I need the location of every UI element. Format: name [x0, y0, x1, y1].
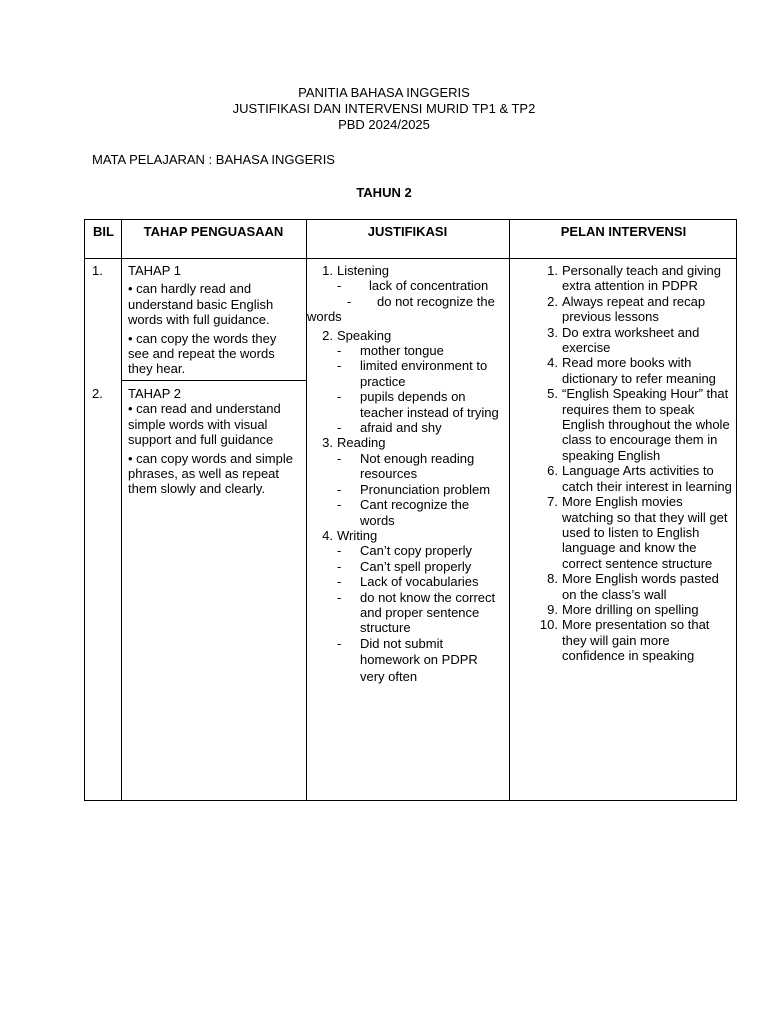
intervensi-item: 6. Language Arts activities to catch their interest in learning	[547, 463, 732, 494]
sub-item: - Lack of vocabularies	[337, 574, 479, 590]
tahap-row-divider	[121, 380, 306, 381]
subject-line: MATA PELAJARAN : BAHASA INGGERIS	[92, 152, 335, 167]
year-title: TAHUN 2	[356, 185, 412, 200]
header-line-3: PBD 2024/2025	[338, 117, 430, 132]
tahap-point: • can hardly read and understand basic English words with full guidance.	[128, 281, 274, 328]
sub-item: - Can’t copy properly	[337, 543, 472, 559]
sub-item: - Not enough reading resources	[337, 450, 475, 482]
justifikasi-list	[307, 263, 505, 685]
intervensi-item: 9. More drilling on spelling	[547, 601, 699, 617]
justifikasi-item-listening: 1. Listening - lack of concentration	[315, 263, 505, 294]
sub-item: - Cant recognize the words	[337, 497, 470, 528]
sub-item: - afraid and shy	[337, 420, 442, 436]
tahap-point: • can read and understand simple words with visual support and full guidance	[128, 401, 281, 448]
row-2-tahap	[128, 386, 300, 497]
intervensi-item: 3. Do extra worksheet and exercise	[547, 324, 700, 356]
intervensi-item: 10. More presentation so that they will gain more confidence in speaking	[539, 617, 710, 664]
tahap-point: • can copy words and simple phrases, as well as repeat them slowly and clearly.	[128, 450, 293, 497]
sub-item: - limited environment to practice	[337, 358, 488, 389]
tahap-title: TAHAP 2	[128, 386, 181, 401]
intervensi-list	[518, 263, 732, 664]
sub-item: - Pronunciation problem	[337, 481, 491, 497]
sub-item: - Did not submit homework on PDPR very often	[337, 635, 478, 684]
intervensi-item: 7. More English movies watching so that they will get used to listen to English language and know the correct sentence structure	[547, 494, 728, 571]
justifikasi-item-reading: 3. Reading - Not enough reading resources - Pronunciation problem - Cant recognize the words	[315, 435, 505, 527]
row-1-tahap	[128, 263, 300, 377]
row-1-bil: 1.	[92, 263, 103, 278]
header-tahap-penguasaan: TAHAP PENGUASAAN	[143, 224, 284, 239]
intervensi-item: 5. “English Speaking Hour” that requires them to speak English throughout the whole class to encourage them in speaking English	[547, 386, 730, 463]
header-justifikasi: JUSTIFIKASI	[367, 224, 448, 239]
column-divider	[509, 220, 510, 800]
header-line-1: PANITIA BAHASA INGGERIS	[298, 85, 470, 100]
intervention-table	[84, 219, 737, 801]
tahap-title: TAHAP 1	[128, 263, 181, 278]
sub-item: - do not recognize the words	[307, 293, 495, 325]
intervensi-item: 8. More English words pasted on the class’s wall	[547, 571, 719, 602]
sub-item: - lack of concentration	[337, 278, 489, 294]
justifikasi-item-writing: 4. Writing - Can’t copy properly - Can’t spell properly - Lack of vocabularies - do not know the correct and proper sentence structure - Did not submit homework on PDPR very often	[315, 528, 505, 685]
header-line-2: JUSTIFIKASI DAN INTERVENSI MURID TP1 & TP2	[232, 101, 536, 116]
row-2-bil: 2.	[92, 386, 103, 401]
justifikasi-item-speaking: 2. Speaking - mother tongue - limited environment to practice - pupils depends on teacher instead of trying - afraid and shy	[315, 328, 505, 436]
sub-item: - Can’t spell properly	[337, 558, 472, 574]
sub-item: - pupils depends on teacher instead of trying	[337, 389, 499, 420]
intervensi-item: 1. Personally teach and giving extra attention in PDPR	[547, 263, 721, 294]
intervensi-item: 2. Always repeat and recap previous lessons	[547, 293, 706, 325]
header-row-divider	[85, 258, 736, 259]
tahap-point: • can copy the words they see and repeat the words they hear.	[128, 330, 277, 377]
sub-item: - do not know the correct and proper sentence structure	[337, 589, 496, 636]
header-bil: BIL	[93, 224, 114, 239]
sub-item: - mother tongue	[337, 343, 444, 359]
intervensi-item: 4. Read more books with dictionary to refer meaning	[547, 355, 716, 386]
header-pelan-intervensi: PELAN INTERVENSI	[560, 224, 687, 239]
column-divider	[121, 220, 122, 800]
document-header	[0, 85, 768, 133]
